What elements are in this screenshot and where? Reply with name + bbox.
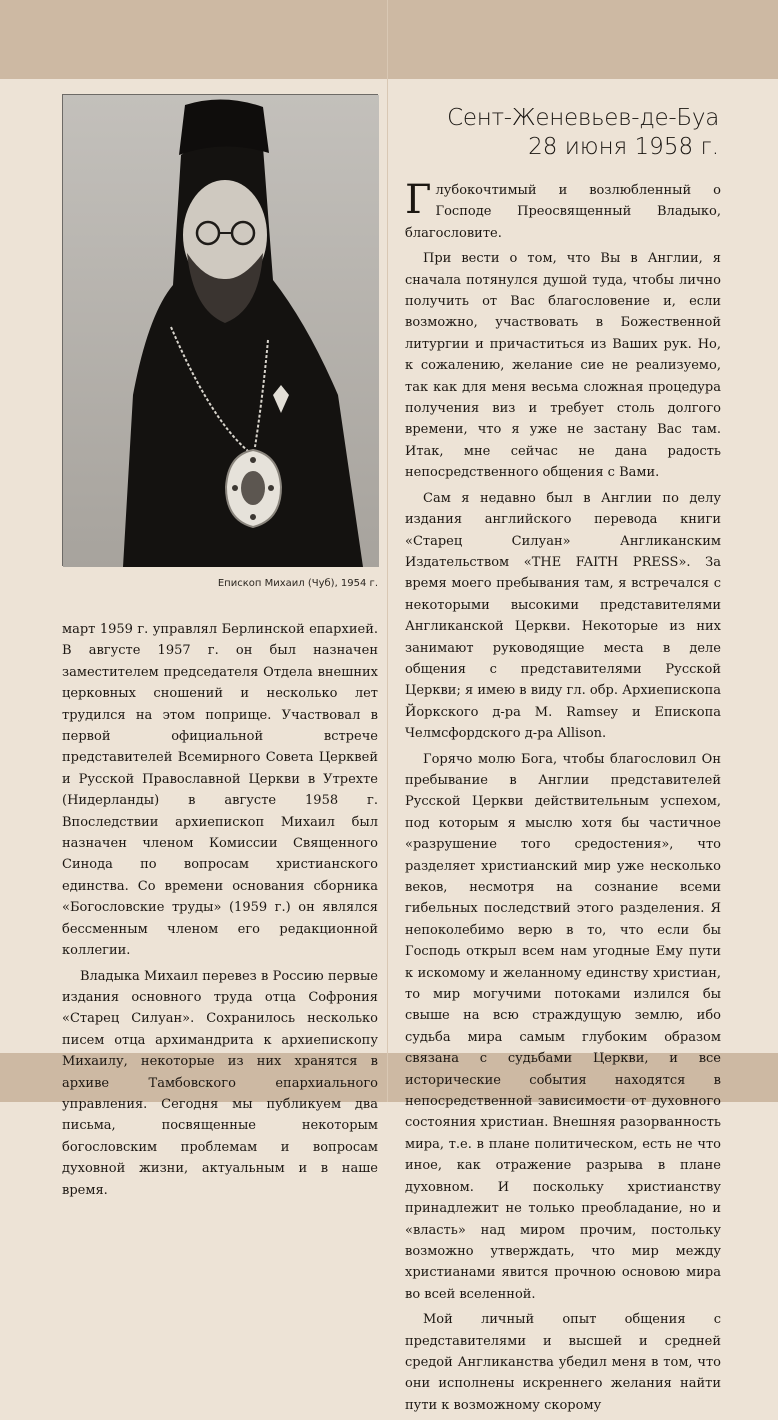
drop-cap: Г — [405, 177, 432, 223]
biography-column — [62, 619, 378, 1205]
letter-paragraph-5: Мой личный опыт общения с представителями и высшей и средней средой Англиканства убедил меня в том, что они исполнены искреннего желания найти пути к возможному скорому — [405, 1312, 721, 1413]
top-band — [0, 0, 778, 79]
letter-paragraph-4: Горячо молю Бога, чтобы благословил Он пребывание в Англии представителей Русской Церкви действительным успехом, под которым я мыслю хотя бы частичное «разрушение того средостения», что разделяет христианский мир уже несколько веков, несмотря на сознание всеми гибельных последствий этого разделения. Я непоколебимо верю в то, что если бы Господь открыл всем нам угодные Ему пути к искомому и желанному единству христиан, то мир могучими потоками излился бы свыше на всю страждущую землю, ибо судьба мира самым глубоким образом связана с судьбами Церкви, и все исторические события находятся в непосредственной зависимости от духовного состояния христиан. Внешняя разорванность мира, т.е. в плане политическом, есть не что иное, как отражение разрыва в плане духовном. И поскольку христианству принадлежит не только преобладание, но и «власть» над миром прочим, постольку возможно утверждать, что мир между христианами явится прочною основою мира во всей вселенной. — [405, 751, 721, 1302]
letter-salutation: лубокочтимый и возлюбленный о Господе Преосвященный Владыко, благословите. — [405, 183, 721, 241]
bio-paragraph-2: Владыка Михаил перевез в Россию первые издания основного труда отца Софрония «Старец Силуан». Сохранилось несколько писем отца архимандрита к архиепископу Михаилу, некоторые из них хранятся в архиве Тамбовского епархиального управления. Сегодня мы публикуем два письма, посвященные некоторым богословским проблемам и вопросам духовной жизни, актуальным и в наше время. — [62, 968, 378, 1198]
letter-heading — [405, 104, 719, 162]
page-gutter — [387, 0, 388, 1102]
portrait-photo — [62, 94, 378, 566]
photo-caption: Епископ Михаил (Чуб), 1954 г. — [217, 578, 378, 589]
letter-paragraph-2: При вести о том, что Вы в Англии, я сначала потянулся душой туда, чтобы лично получить от Вас благословение и, если возможно, участвовать в Божественной литургии и причаститься из Ваших рук. Но, к сожалению, желание сие не реализуемо, так как для меня весьма сложная процедура получения виз и требует столь долгого времени, что я уже не застану Вас там. Итак, мне сейчас не дана радость непосредственного общения с Вами. — [405, 251, 721, 481]
letter-paragraph-1 — [405, 177, 721, 244]
letter-date: 28 июня 1958 г. — [528, 134, 719, 160]
bio-paragraph-1: март 1959 г. управлял Берлинской епархией. В августе 1957 г. он был назначен заместителем председателя Отдела внешних церковных сношений и несколько лет трудился на этом поприще. Участвовал в первой официальной встрече представителей Всемирного Совета Церквей и Русской Православной Церкви в Утрехте (Нидерланды) в августе 1958 г. Впоследствии архиепископ Михаил был назначен членом Комиссии Священного Синода по вопросам христианского единства. Со времени основания сборника «Богословские труды» (1959 г.) он являлся бессменным членом его редакционной коллегии. — [62, 622, 378, 959]
letter-paragraph-3: Сам я недавно был в Англии по делу издания английского перевода книги «Старец Силуан» Англиканским Издательством «THE FAITH PRESS». За время моего пребывания там, я встречался с некоторыми высокими представителями Англиканской Церкви. Некоторые из них занимают руководящие места в деле общения с представителями Русской Церкви; я имею в виду гл. обр. Архиепископа Йоркского д-ра M. Ramsey и Епископа Челмсфордского д-ра Allison. — [405, 490, 721, 742]
letter-column — [405, 177, 721, 1420]
letter-place: Сент-Женевьев-де-Буа — [447, 105, 719, 131]
